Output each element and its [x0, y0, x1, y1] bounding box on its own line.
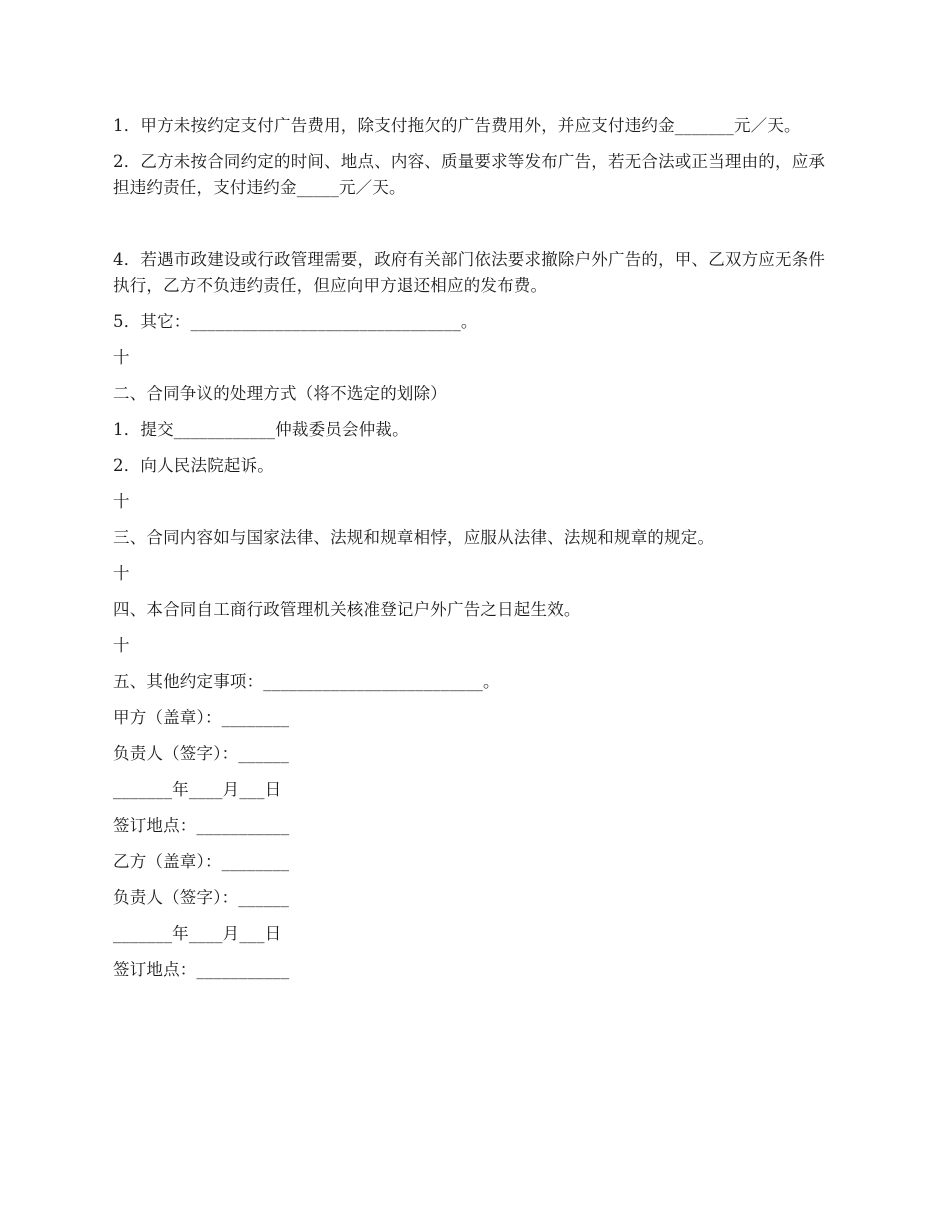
party-b-seal-line: 乙方（盖章）：________ [113, 852, 290, 871]
party-a-place-line: 签订地点：___________ [113, 816, 290, 835]
document-body [113, 113, 837, 993]
section-5-other-matters: 五、其他约定事项：__________________________。 [113, 672, 500, 691]
section-separator: 十 [113, 636, 130, 655]
section-separator: 十 [113, 564, 130, 583]
party-a-seal-line: 甲方（盖章）：________ [113, 708, 290, 727]
party-a-date-line: _______年____月___日 [113, 780, 282, 799]
clause-2-party-b-breach: 2．乙方未按合同约定的时间、地点、内容、质量要求等发布广告，若无合法或正当理由的，应承担违约责任，支付违约金_____元／天。 [113, 152, 826, 197]
party-b-date-line: _______年____月___日 [113, 924, 282, 943]
dispute-option-court: 2．向人民法院起诉。 [113, 456, 274, 475]
clause-4-municipal-removal: 4．若遇市政建设或行政管理需要，政府有关部门依法要求撤除户外广告的，甲、乙双方应无条件执行，乙方不负违约责任，但应向甲方退还相应的发布费。 [113, 250, 826, 295]
dispute-option-arbitration: 1．提交____________仲裁委员会仲裁。 [113, 420, 409, 439]
party-b-place-line: 签订地点：___________ [113, 960, 290, 979]
section-3-legal-compliance: 三、合同内容如与国家法律、法规和规章相悖，应服从法律、法规和规章的规定。 [113, 528, 715, 547]
section-4-effective-date: 四、本合同自工商行政管理机关核准登记户外广告之日起生效。 [113, 600, 581, 619]
clause-5-other: 5．其它：________________________________。 [113, 312, 478, 331]
section-separator: 十 [113, 348, 130, 367]
clause-1-party-a-late-payment: 1．甲方未按约定支付广告费用，除支付拖欠的广告费用外，并应支付违约金_______元／天。 [113, 116, 801, 135]
party-a-signature-line: 负责人（签字）：______ [113, 744, 290, 763]
blank-gap [113, 211, 837, 247]
party-b-signature-line: 负责人（签字）：______ [113, 888, 290, 907]
section-2-dispute-resolution: 二、合同争议的处理方式（将不选定的划除） [113, 384, 447, 403]
section-separator: 十 [113, 492, 130, 511]
